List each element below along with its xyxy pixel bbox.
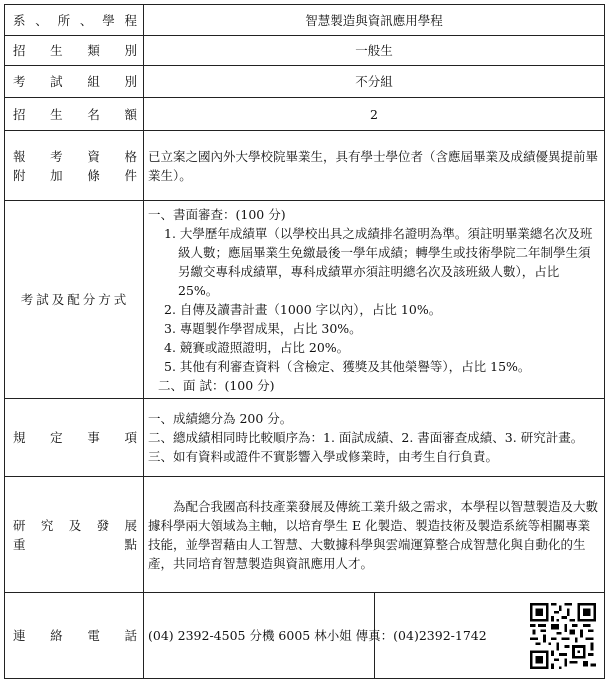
label-char: 程 (124, 12, 137, 28)
label-exam-text: 考試及配分方式 (20, 292, 130, 307)
label-char: 、 (35, 12, 48, 28)
label-char: 發 (96, 517, 110, 533)
row-exam (5, 201, 605, 399)
label-char: 招 (13, 43, 26, 58)
label-char: 項 (124, 430, 137, 445)
label-char: 展 (124, 517, 137, 533)
label-char: 試 (50, 74, 63, 89)
exam-item-5: 5. 其他有利審查資料（含檢定、獲獎及其他榮譽等），占比 15%。 (164, 358, 531, 374)
value-quota: 2 (144, 98, 605, 131)
rule-item-3: 三、如有資料或證件不實影響入學或修業時，由考生自行負責。 (148, 449, 499, 464)
label-char: 生 (50, 106, 63, 122)
contact-phone: (04) 2392-4505 分機 6005 林小姐 傳真：(04)2392-1742 (148, 628, 487, 643)
label-char: 話 (124, 628, 137, 643)
row-quota (5, 98, 605, 131)
qr-code-icon[interactable] (530, 603, 596, 669)
label-char: 資 (87, 148, 100, 164)
value-contact (144, 593, 487, 679)
label-char: 條 (87, 167, 100, 183)
label-char: 別 (124, 43, 137, 58)
exam-item-2: 2. 自傳及讀書計畫（1000 字以內），占比 10%。 (164, 301, 442, 317)
label-quota (5, 98, 144, 131)
value-department: 智慧製造與資訊應用學程 (144, 5, 605, 36)
label-char: 格 (124, 148, 137, 164)
label-char: 系 (13, 12, 26, 28)
label-char: 研 (13, 517, 26, 533)
label-contact (5, 593, 144, 679)
label-exam (5, 201, 144, 399)
label-char: 別 (124, 74, 137, 89)
admission-info-table (4, 4, 605, 679)
row-group (5, 66, 605, 98)
exam-item-3: 3. 專題製作學習成果，占比 30%。 (164, 320, 362, 336)
label-char: 及 (68, 517, 82, 533)
value-exam (144, 201, 605, 399)
label-char: 事 (87, 430, 100, 445)
rule-item-2: 二、總成績相同時比較順序為：1. 面試成績、2. 書面審查成績、3. 研究計畫。 (148, 430, 584, 445)
label-char: 究 (40, 517, 54, 533)
value-group: 不分組 (144, 66, 605, 98)
label-group (5, 66, 144, 98)
label-char: 、 (79, 12, 93, 28)
rule-item-1: 一、成績總分為 200 分。 (148, 411, 293, 426)
label-char: 加 (50, 167, 63, 183)
row-eligibility (5, 131, 605, 201)
label-char: 件 (124, 167, 137, 183)
label-char: 連 (13, 628, 26, 643)
label-research (5, 477, 144, 593)
label-char: 組 (87, 74, 100, 89)
label-rules (5, 399, 144, 477)
label-char: 附 (13, 167, 26, 183)
label-char: 電 (87, 628, 100, 643)
label-char: 定 (50, 430, 63, 445)
label-char: 學 (102, 12, 115, 28)
label-category (5, 36, 144, 66)
value-rules (144, 399, 605, 477)
label-char: 招 (13, 106, 26, 122)
label-char: 規 (13, 430, 26, 445)
label-char: 考 (50, 148, 63, 164)
label-char: 點 (124, 536, 137, 552)
row-department (5, 5, 605, 36)
value-research: 為配合我國高科技產業發展及傳統工業升級之需求，本學程以智慧製造及大數據科學兩大領域為主軸，以培育學生 E 化製造、製造技術及製造系統等相關專業技能，並學習藉由人工智慧、大數據科學與雲端運算整合成智慧化與自動化的生產，共同培育智慧製造與資訊應用人才。 (144, 477, 605, 593)
exam-section-1-title: 一、書面審查：(100 分) (148, 206, 286, 222)
row-research (5, 477, 605, 593)
label-department (5, 5, 144, 36)
exam-section-2-title: 二、面 試：(100 分) (158, 377, 275, 393)
label-char: 報 (13, 148, 26, 164)
label-char: 生 (50, 43, 63, 58)
label-char: 額 (124, 106, 137, 122)
value-eligibility: 已立案之國內外大學校院畢業生，具有學士學位者（含應屆畢業及成績優異提前畢業生）。 (144, 131, 605, 201)
label-char: 重 (13, 536, 26, 552)
row-rules (5, 399, 605, 477)
label-char: 絡 (50, 628, 63, 643)
exam-item-4: 4. 競賽或證照證明，占比 20%。 (164, 339, 350, 355)
label-eligibility (5, 131, 144, 201)
label-char: 考 (13, 74, 26, 89)
label-char: 所 (57, 12, 71, 28)
label-char: 名 (87, 106, 100, 122)
value-category: 一般生 (144, 36, 605, 66)
exam-item-1: 1. 大學歷年成績單（以學校出具之成績排名證明為準。須註明畢業總名次及班級人數；應屆畢業生免繳最後一學年成績；轉學生或技術學院二年制學生須另繳交專科成績單，專科成績單亦須註明總名次及該班級人數），占比 25%。 (164, 225, 593, 298)
row-category (5, 36, 605, 66)
row-contact (5, 593, 605, 679)
label-char: 類 (87, 43, 100, 58)
